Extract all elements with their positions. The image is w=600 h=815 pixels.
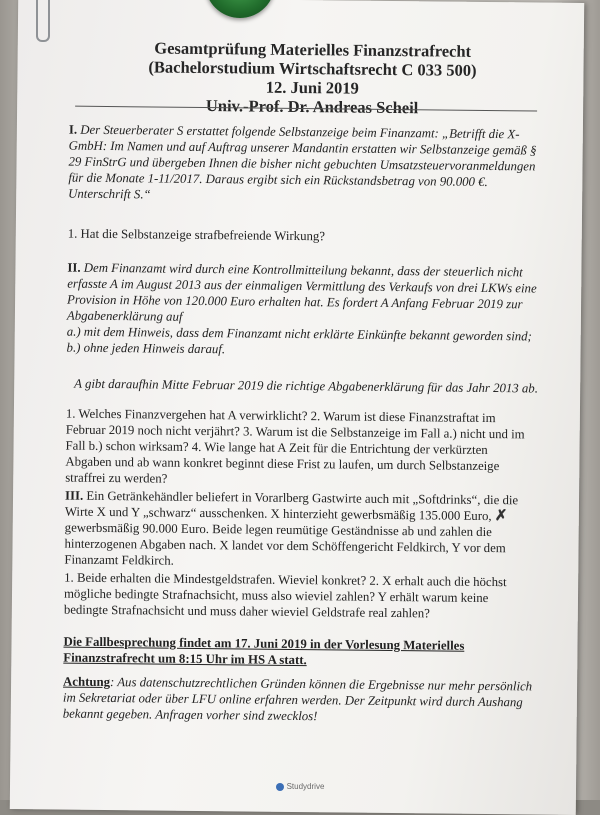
header-title: Gesamtprüfung Materielles Finanzstrafrecht (154, 38, 472, 61)
footer-brand: Studydrive (286, 782, 325, 791)
section-1 (68, 122, 539, 207)
section-2 (67, 260, 538, 361)
section-2-option-a: a.) mit dem Hinweis, dass dem Finanzamt nicht erklärte Einkünfte bekannt geworden sind; (66, 324, 532, 344)
exam-sheet (10, 0, 584, 815)
studydrive-logo-icon (276, 783, 284, 791)
section-3-text-part1: Ein Getränkehändler beliefert in Vorarlberg Gastwirte auch mit „Softdrinks“, die die Wirte X und Y „schwarz“ ausschenken. X hinterzieht gewerbsmäßig 135.000 Euro, (64, 488, 519, 524)
header-professor: Univ.-Prof. Dr. Andreas Scheil (205, 96, 419, 118)
section-1-text: Der Steuerberater S erstattet folgende Selbstanzeige beim Finanzamt: „Betrifft die X-GmbH: Im Namen und auf Auftrag unserer Mandantin erstatten wir Selbstanzeige gemäß § 29 FinStrG und übergeben Ihnen die bisher nicht gebuchten Umsatzsteuervoranmeldungen für die Monate 1-11/2017. Daraus ergibt sich ein Rückstandsbetrag von 90.000 €. Unterschrift S.“ (68, 122, 537, 202)
announcement (63, 634, 533, 671)
section-2-text: Dem Finanzamt wird durch eine Kontrollmitteilung bekannt, dass der steuerlich nicht erfasste A im August 2013 aus der einmaligen Vermittlung des Verkaufs von drei LKWs eine Provision in Höhe von 120.000 Euro erhalten hat. Es fordert A Anfang Februar 2019 zur Abgabenerklärung auf (66, 260, 537, 324)
paper-clip (36, 0, 50, 42)
notice-label: Achtung (63, 674, 111, 690)
section-3-questions: 1. Beide erhalten die Mindestgeldstrafen. Wieviel konkret? 2. X erhalt auch die höchst mögliche bedingte Strafnachsicht, muss also wieviel zahlen? Y erhält warum keine bedingte Strafnachsicht und muss daher wieviel Geldstrafe real zahlen? (63, 570, 507, 621)
watermark-footer (200, 782, 400, 796)
notice-text: : Aus datenschutzrechtlichen Gründen können die Ergebnisse nur mehr persönlich im Sekretariat oder über LFU online erfahren werden. Der Zeitpunkt wird durch Aushang bekannt gegeben. Anfragen vorher sind zwecklos! (62, 675, 533, 724)
section-3 (64, 488, 535, 573)
header-date: 12. Juni 2019 (265, 77, 359, 98)
handwritten-x-mark: ✗ (494, 508, 508, 525)
section-3-text-part2: gewerbsmäßig 90.000 Euro. Beide legen reumütige Geständnisse ab und zahlen die hinterzogenen Abgaben nach. X landet vor dem Schöffengericht Feldkirch, Y vor dem Finanzamt Feldkirch. (64, 520, 506, 568)
section-2-questions: 1. Welches Finanzvergehen hat A verwirklicht? 2. Warum ist diese Finanzstraftat im Februar 2019 noch nicht verjährt? 3. Warum ist die Selbstanzeige im Fall a.) nicht und im Fall b.) schon wirksam? 4. Wie lange hat A Zeit für die Entrichtung der verkürzten Abgaben und ab wann konkret beginnt diese Frist zu laufen, um durch Selbstanzeige straffrei zu werden? (65, 406, 525, 486)
section-3-numeral: III. (64, 488, 84, 503)
header-program: (Bachelorstudium Wirtschaftsrecht C 033 500) (148, 57, 477, 80)
section-2-followup: A gibt daraufhin Mitte Februar 2019 die richtige Abgabenerklärung für das Jahr 2013 ab. (74, 376, 539, 396)
announcement-line-2: Finanzstrafrecht um 8:15 Uhr im HS A statt. (63, 650, 307, 668)
section-1-numeral: I. (68, 122, 78, 137)
section-2-numeral: II. (67, 260, 81, 275)
section-2-option-b: b.) ohne jeden Hinweis darauf. (66, 340, 226, 357)
section-1-question: 1. Hat die Selbstanzeige strafbefreiende Wirkung? (67, 226, 326, 244)
sheet-content (10, 0, 584, 803)
announcement-line-1: Die Fallbesprechung findet am 17. Juni 2019 in der Vorlesung Materielles (63, 634, 465, 653)
notice (63, 674, 533, 727)
